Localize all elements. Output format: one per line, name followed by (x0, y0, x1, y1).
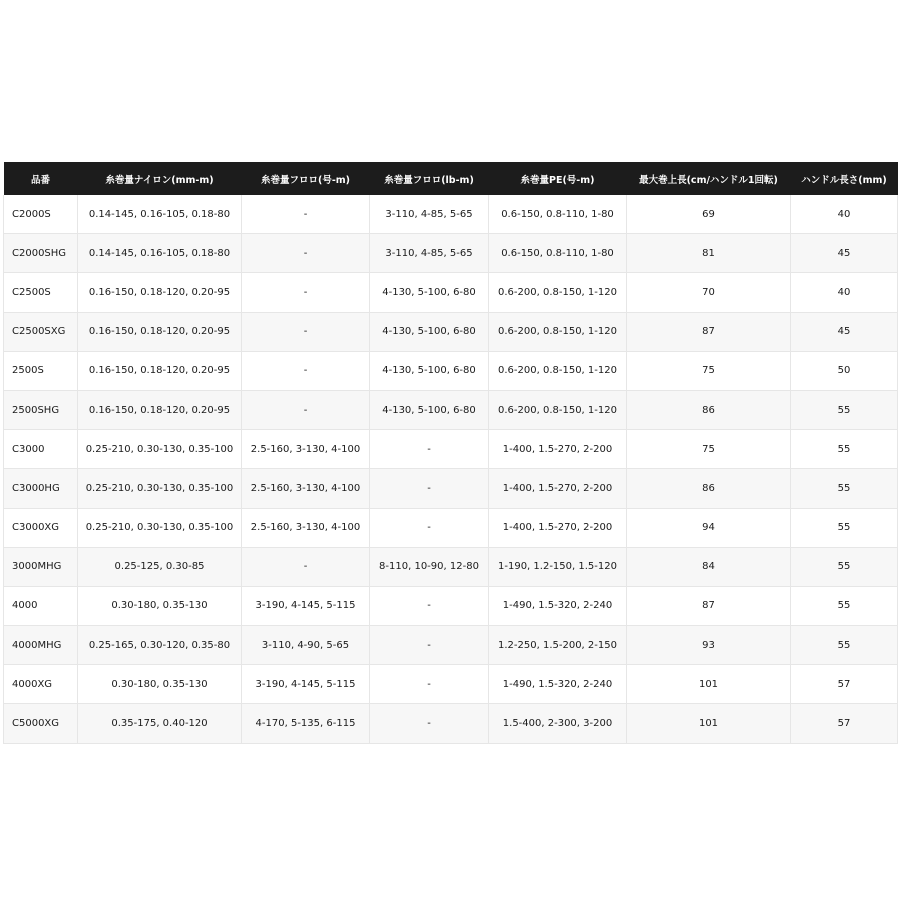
table-row (4, 195, 898, 234)
table-row (4, 626, 898, 665)
cell-nylon-capacity: 0.30-180, 0.35-130 (78, 665, 242, 704)
header-nylon-capacity: 糸巻量ナイロン(mm-m) (78, 162, 242, 195)
cell-fluoro-go-capacity: 3-190, 4-145, 5-115 (242, 586, 370, 625)
cell-max-retrieve: 69 (627, 195, 791, 234)
cell-pe-capacity: 1-490, 1.5-320, 2-240 (489, 586, 627, 625)
table-row (4, 665, 898, 704)
cell-pe-capacity: 1-400, 1.5-270, 2-200 (489, 508, 627, 547)
cell-pe-capacity: 1-490, 1.5-320, 2-240 (489, 665, 627, 704)
table-row (4, 351, 898, 390)
table-row (4, 390, 898, 429)
cell-nylon-capacity: 0.25-210, 0.30-130, 0.35-100 (78, 430, 242, 469)
cell-fluoro-go-capacity: - (242, 390, 370, 429)
cell-model: C3000 (4, 430, 78, 469)
table-row (4, 508, 898, 547)
cell-pe-capacity: 0.6-150, 0.8-110, 1-80 (489, 234, 627, 273)
cell-max-retrieve: 94 (627, 508, 791, 547)
table-row (4, 234, 898, 273)
cell-nylon-capacity: 0.16-150, 0.18-120, 0.20-95 (78, 390, 242, 429)
cell-nylon-capacity: 0.16-150, 0.18-120, 0.20-95 (78, 273, 242, 312)
cell-nylon-capacity: 0.25-165, 0.30-120, 0.35-80 (78, 626, 242, 665)
cell-model: C2500S (4, 273, 78, 312)
cell-fluoro-go-capacity: - (242, 273, 370, 312)
cell-pe-capacity: 1.5-400, 2-300, 3-200 (489, 704, 627, 743)
cell-model: C3000XG (4, 508, 78, 547)
cell-max-retrieve: 75 (627, 430, 791, 469)
cell-handle-length: 40 (791, 195, 898, 234)
cell-handle-length: 55 (791, 626, 898, 665)
cell-pe-capacity: 1-400, 1.5-270, 2-200 (489, 469, 627, 508)
cell-fluoro-go-capacity: - (242, 195, 370, 234)
table-row (4, 547, 898, 586)
cell-fluoro-go-capacity: 3-190, 4-145, 5-115 (242, 665, 370, 704)
cell-handle-length: 40 (791, 273, 898, 312)
cell-fluoro-go-capacity: 4-170, 5-135, 6-115 (242, 704, 370, 743)
cell-handle-length: 55 (791, 508, 898, 547)
cell-fluoro-go-capacity: - (242, 312, 370, 351)
cell-fluoro-lb-capacity: - (370, 430, 489, 469)
cell-pe-capacity: 0.6-200, 0.8-150, 1-120 (489, 312, 627, 351)
cell-fluoro-lb-capacity: 4-130, 5-100, 6-80 (370, 390, 489, 429)
cell-max-retrieve: 101 (627, 704, 791, 743)
table-row (4, 586, 898, 625)
cell-model: 4000XG (4, 665, 78, 704)
cell-fluoro-lb-capacity: - (370, 626, 489, 665)
cell-handle-length: 55 (791, 430, 898, 469)
cell-fluoro-lb-capacity: - (370, 469, 489, 508)
header-pe-capacity: 糸巻量PE(号-m) (489, 162, 627, 195)
cell-nylon-capacity: 0.16-150, 0.18-120, 0.20-95 (78, 312, 242, 351)
cell-model: 4000MHG (4, 626, 78, 665)
cell-nylon-capacity: 0.25-125, 0.30-85 (78, 547, 242, 586)
cell-handle-length: 45 (791, 234, 898, 273)
header-handle-length: ハンドル長さ(mm) (791, 162, 898, 195)
cell-nylon-capacity: 0.25-210, 0.30-130, 0.35-100 (78, 508, 242, 547)
cell-nylon-capacity: 0.35-175, 0.40-120 (78, 704, 242, 743)
cell-handle-length: 50 (791, 351, 898, 390)
cell-max-retrieve: 101 (627, 665, 791, 704)
cell-nylon-capacity: 0.14-145, 0.16-105, 0.18-80 (78, 234, 242, 273)
cell-model: 4000 (4, 586, 78, 625)
cell-pe-capacity: 0.6-200, 0.8-150, 1-120 (489, 390, 627, 429)
cell-fluoro-go-capacity: 2.5-160, 3-130, 4-100 (242, 469, 370, 508)
cell-fluoro-lb-capacity: 4-130, 5-100, 6-80 (370, 273, 489, 312)
table-row (4, 430, 898, 469)
cell-fluoro-lb-capacity: - (370, 508, 489, 547)
cell-handle-length: 45 (791, 312, 898, 351)
cell-model: C5000XG (4, 704, 78, 743)
cell-fluoro-lb-capacity: 4-130, 5-100, 6-80 (370, 312, 489, 351)
cell-max-retrieve: 87 (627, 586, 791, 625)
cell-model: 2500SHG (4, 390, 78, 429)
cell-fluoro-go-capacity: - (242, 547, 370, 586)
cell-max-retrieve: 86 (627, 390, 791, 429)
cell-fluoro-go-capacity: - (242, 234, 370, 273)
header-model: 品番 (4, 162, 78, 195)
cell-handle-length: 55 (791, 586, 898, 625)
cell-max-retrieve: 70 (627, 273, 791, 312)
cell-fluoro-go-capacity: 2.5-160, 3-130, 4-100 (242, 508, 370, 547)
cell-pe-capacity: 0.6-150, 0.8-110, 1-80 (489, 195, 627, 234)
cell-nylon-capacity: 0.25-210, 0.30-130, 0.35-100 (78, 469, 242, 508)
cell-model: C2000S (4, 195, 78, 234)
cell-pe-capacity: 0.6-200, 0.8-150, 1-120 (489, 273, 627, 312)
cell-handle-length: 57 (791, 704, 898, 743)
cell-fluoro-go-capacity: 3-110, 4-90, 5-65 (242, 626, 370, 665)
header-row (4, 162, 898, 195)
cell-model: 2500S (4, 351, 78, 390)
cell-model: C3000HG (4, 469, 78, 508)
table-row (4, 469, 898, 508)
cell-max-retrieve: 75 (627, 351, 791, 390)
cell-nylon-capacity: 0.14-145, 0.16-105, 0.18-80 (78, 195, 242, 234)
cell-nylon-capacity: 0.16-150, 0.18-120, 0.20-95 (78, 351, 242, 390)
cell-fluoro-lb-capacity: - (370, 665, 489, 704)
spec-table-header (4, 162, 898, 195)
cell-pe-capacity: 1.2-250, 1.5-200, 2-150 (489, 626, 627, 665)
cell-pe-capacity: 1-400, 1.5-270, 2-200 (489, 430, 627, 469)
cell-model: 3000MHG (4, 547, 78, 586)
cell-fluoro-go-capacity: 2.5-160, 3-130, 4-100 (242, 430, 370, 469)
header-fluoro-go-capacity: 糸巻量フロロ(号-m) (242, 162, 370, 195)
table-row (4, 704, 898, 743)
cell-handle-length: 55 (791, 469, 898, 508)
cell-handle-length: 55 (791, 547, 898, 586)
header-max-retrieve: 最大巻上長(cm/ハンドル1回転) (627, 162, 791, 195)
cell-model: C2500SXG (4, 312, 78, 351)
spec-table-body (4, 195, 898, 743)
cell-max-retrieve: 81 (627, 234, 791, 273)
cell-fluoro-lb-capacity: - (370, 704, 489, 743)
cell-handle-length: 57 (791, 665, 898, 704)
cell-fluoro-lb-capacity: 3-110, 4-85, 5-65 (370, 234, 489, 273)
table-row (4, 273, 898, 312)
cell-pe-capacity: 1-190, 1.2-150, 1.5-120 (489, 547, 627, 586)
cell-max-retrieve: 86 (627, 469, 791, 508)
cell-handle-length: 55 (791, 390, 898, 429)
cell-max-retrieve: 87 (627, 312, 791, 351)
header-fluoro-lb-capacity: 糸巻量フロロ(lb-m) (370, 162, 489, 195)
cell-max-retrieve: 84 (627, 547, 791, 586)
cell-model: C2000SHG (4, 234, 78, 273)
cell-fluoro-lb-capacity: - (370, 586, 489, 625)
cell-fluoro-lb-capacity: 4-130, 5-100, 6-80 (370, 351, 489, 390)
cell-nylon-capacity: 0.30-180, 0.35-130 (78, 586, 242, 625)
cell-max-retrieve: 93 (627, 626, 791, 665)
cell-fluoro-lb-capacity: 3-110, 4-85, 5-65 (370, 195, 489, 234)
cell-fluoro-lb-capacity: 8-110, 10-90, 12-80 (370, 547, 489, 586)
cell-fluoro-go-capacity: - (242, 351, 370, 390)
spec-table (3, 162, 898, 744)
cell-pe-capacity: 0.6-200, 0.8-150, 1-120 (489, 351, 627, 390)
table-row (4, 312, 898, 351)
